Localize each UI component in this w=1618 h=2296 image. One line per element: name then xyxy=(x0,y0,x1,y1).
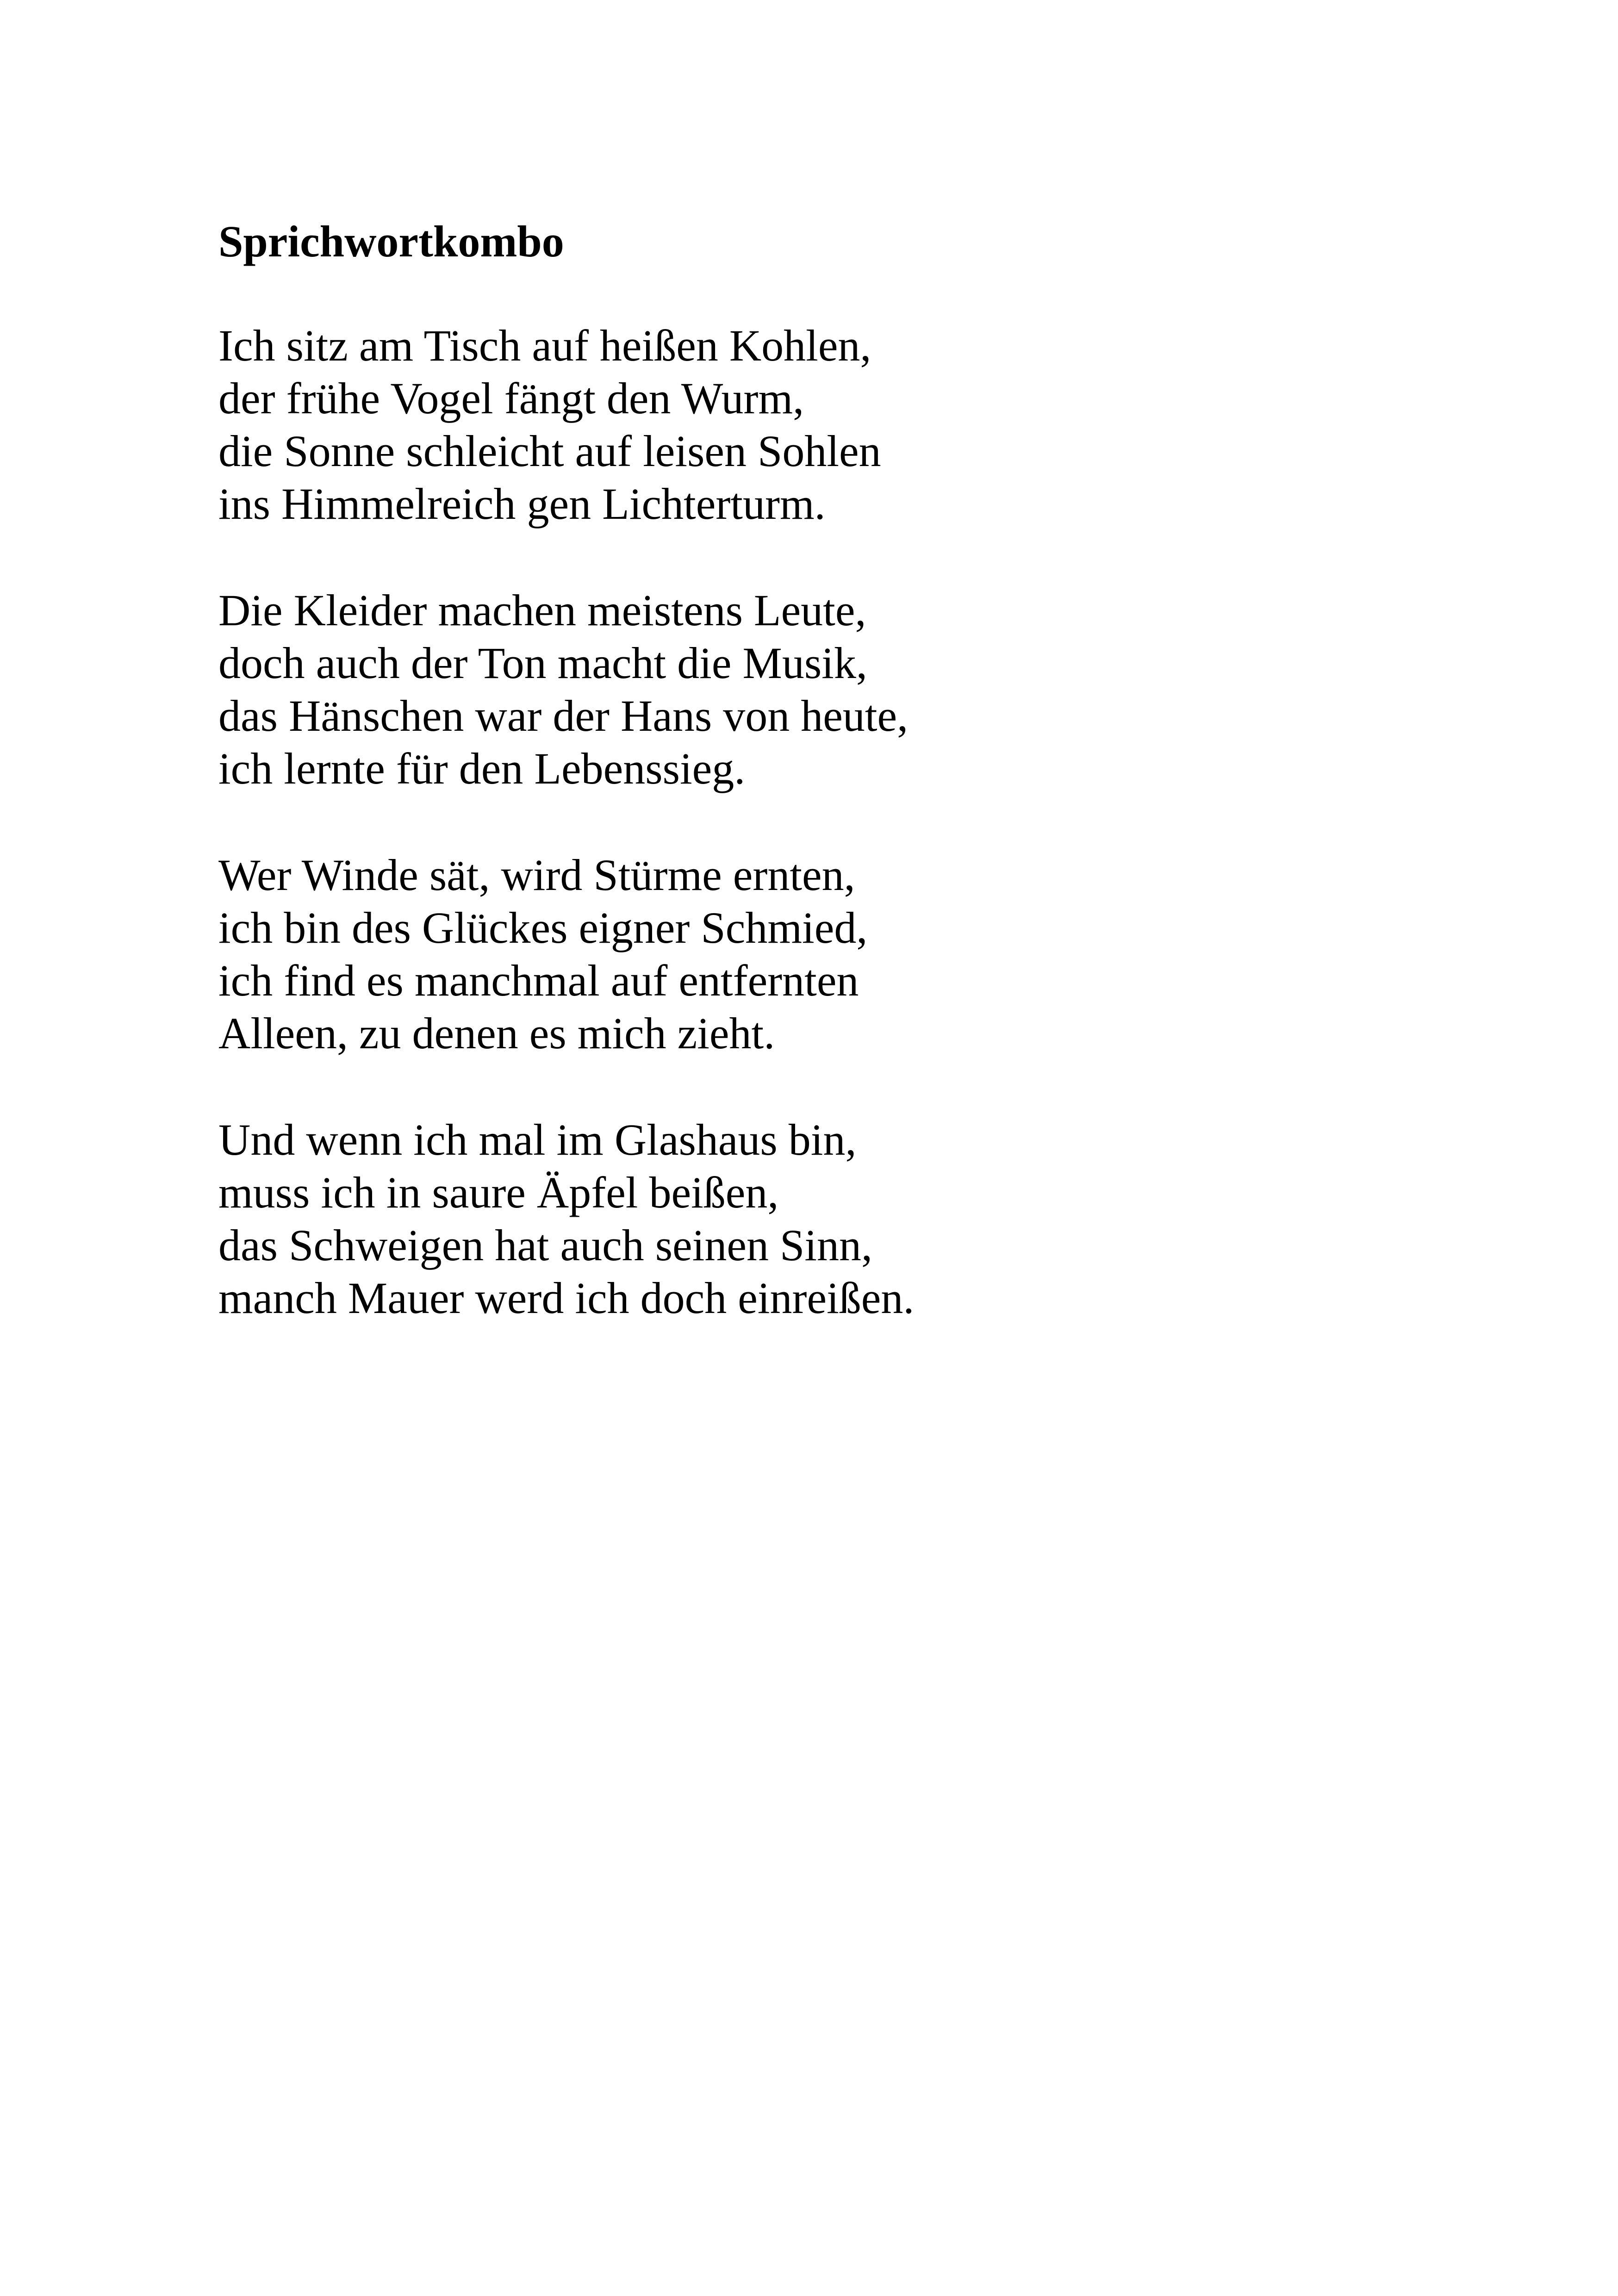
stanza-1 xyxy=(218,319,1422,530)
verse-line: Und wenn ich mal im Glashaus bin, xyxy=(218,1115,857,1164)
poem xyxy=(218,214,1422,1378)
verse-line: ins Himmelreich gen Lichterturm. xyxy=(218,479,826,529)
verse-line: Alleen, zu denen es mich zieht. xyxy=(218,1008,775,1058)
verse-line: Ich sitz am Tisch auf heißen Kohlen, xyxy=(218,321,871,370)
verse-line: doch auch der Ton macht die Musik, xyxy=(218,638,867,688)
stanza-2 xyxy=(218,584,1422,795)
verse-line: manch Mauer werd ich doch einreißen. xyxy=(218,1273,915,1323)
verse-line: das Hänschen war der Hans von heute, xyxy=(218,691,909,740)
verse-line: ich lernte für den Lebenssieg. xyxy=(218,744,746,793)
verse-line: Die Kleider machen meistens Leute, xyxy=(218,585,866,635)
verse-line: muss ich in saure Äpfel beißen, xyxy=(218,1168,779,1217)
verse-line: die Sonne schleicht auf leisen Sohlen xyxy=(218,426,881,476)
poem-title: Sprichwortkombo xyxy=(218,217,564,266)
verse-line: ich find es manchmal auf entfernten xyxy=(218,956,859,1005)
verse-line: das Schweigen hat auch seinen Sinn, xyxy=(218,1220,872,1270)
verse-line: Wer Winde sät, wird Stürme ernten, xyxy=(218,850,855,900)
verse-line: ich bin des Glückes eigner Schmied, xyxy=(218,903,868,952)
stanza-3 xyxy=(218,849,1422,1060)
verse-line: der frühe Vogel fängt den Wurm, xyxy=(218,373,804,423)
stanza-4 xyxy=(218,1114,1422,1325)
